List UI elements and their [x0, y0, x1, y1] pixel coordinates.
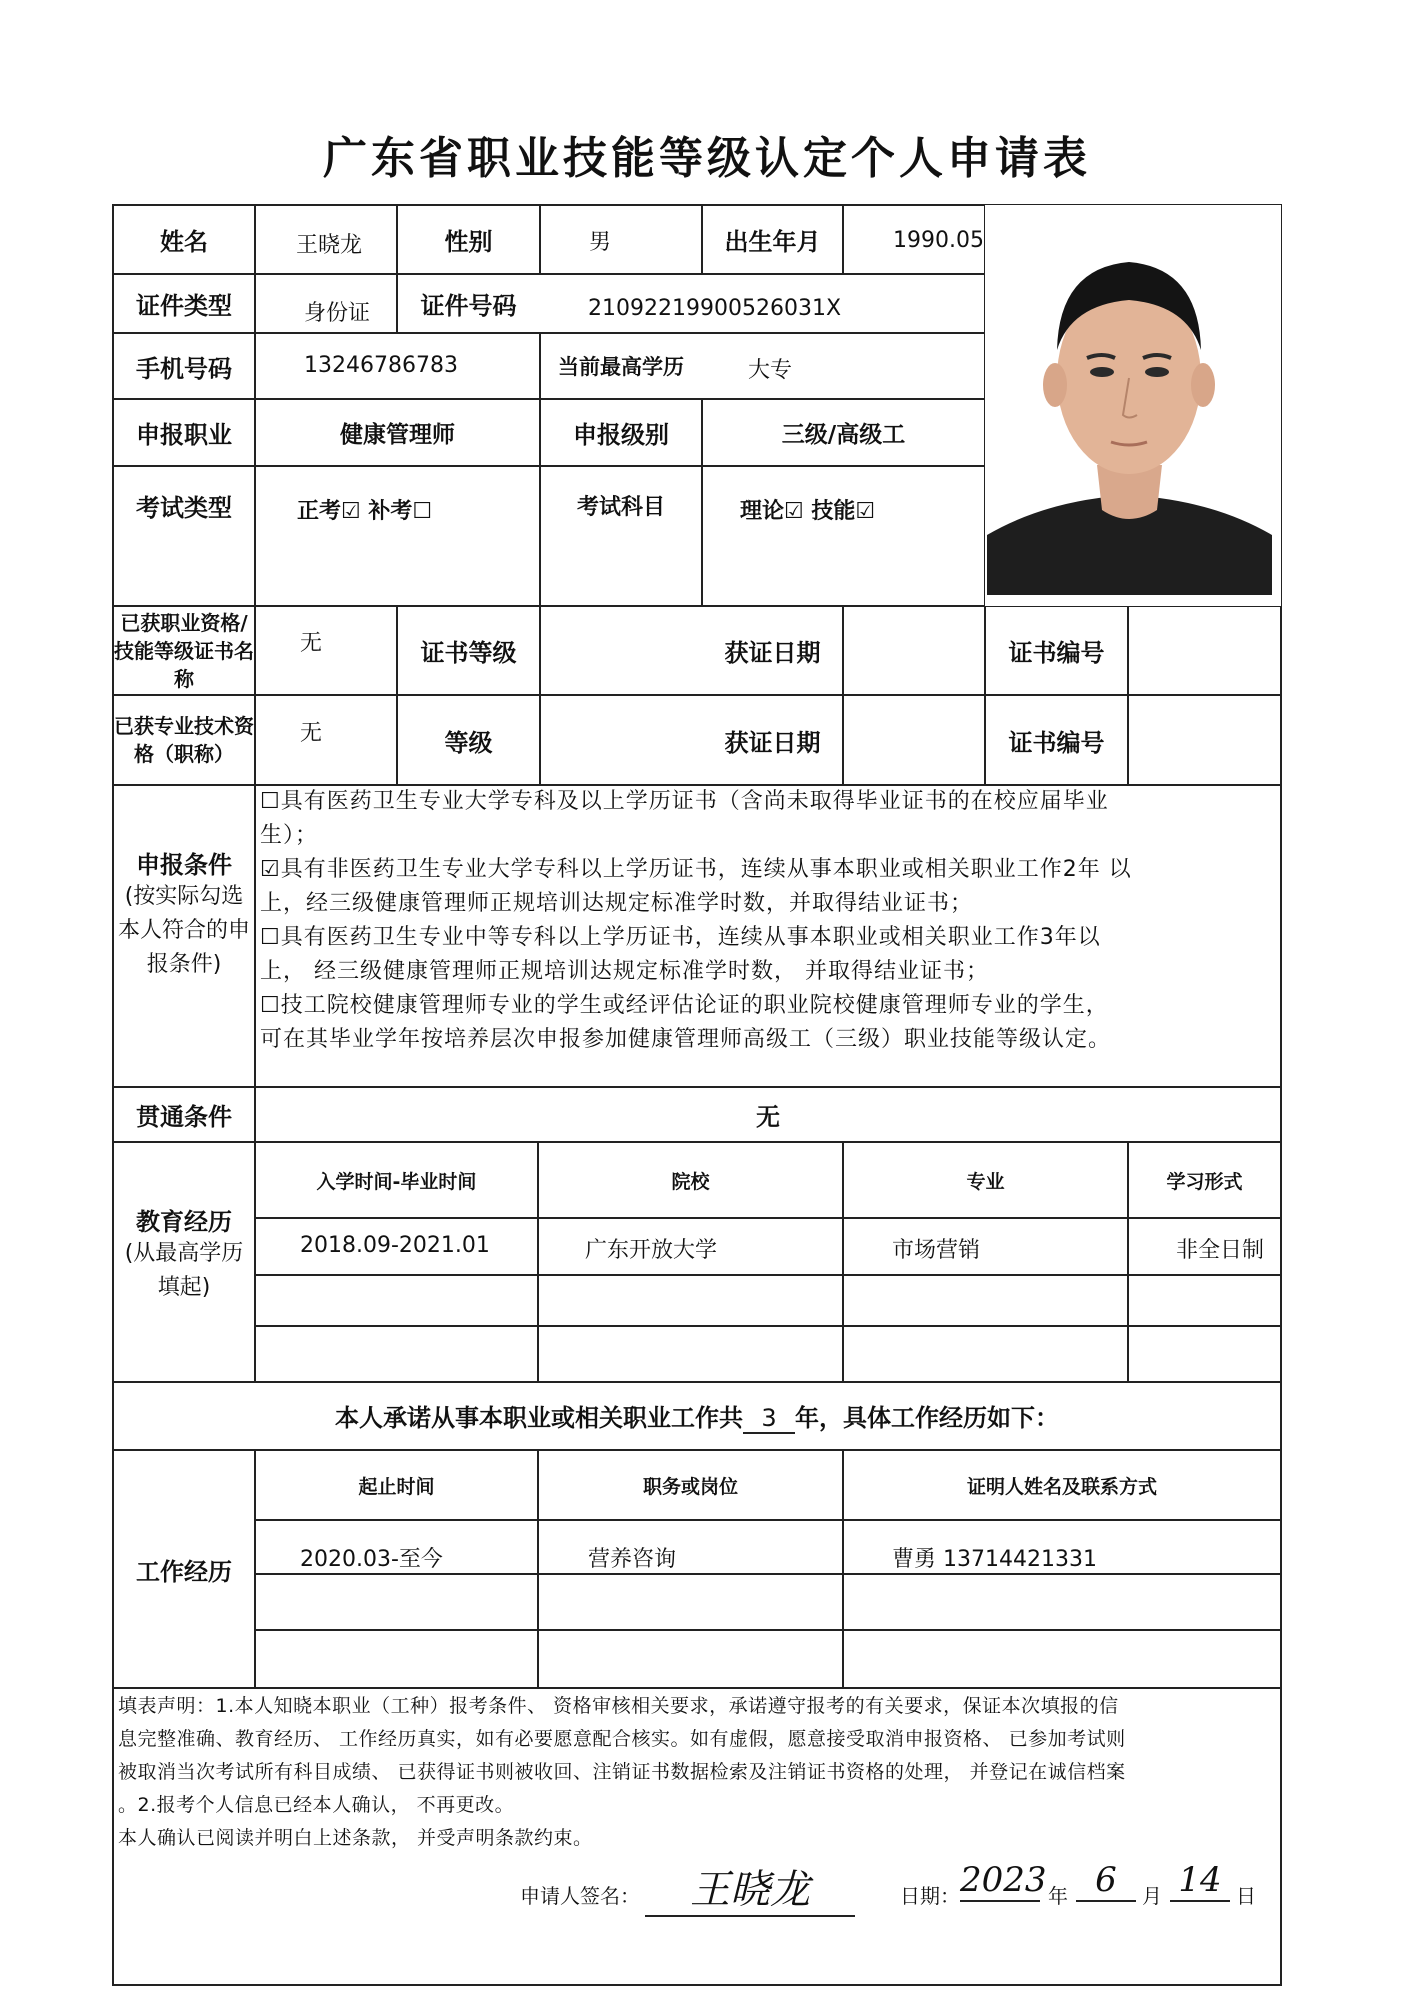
applicant-photo [987, 210, 1272, 600]
title-cert-value: 无 [300, 721, 323, 746]
work-row-reference: 曹勇 13714421331 [892, 1547, 1097, 1572]
edu-row-school: 广东开放大学 [585, 1238, 718, 1263]
sign-day: 14 [1170, 1860, 1230, 1902]
title-number-label: 证书编号 [1008, 728, 1105, 757]
sign-label: 申请人签名： [520, 1884, 640, 1908]
edu-row-mode: 非全日制 [1176, 1238, 1265, 1263]
exam-subject-value: 理论☑ 技能☑ [740, 499, 876, 524]
conditions-label-main: 申报条件 [136, 851, 232, 879]
conditions-label [118, 845, 250, 982]
declaration-line: 被取消当次考试所有科目成绩、 已获得证书则被收回、注销证书数据检索及注销证书资格的处理， 并登记在诚信档案 [118, 1761, 1126, 1783]
cert-number-label: 证书编号 [1008, 639, 1105, 667]
through-label: 贯通条件 [136, 1103, 232, 1131]
conditions-label-sub: (按实际勾选本人符合的申报条件) [118, 884, 251, 977]
work-promise-suffix: 年，具体工作经历如下： [795, 1404, 1059, 1432]
edu-header-period: 入学时间-毕业时间 [316, 1170, 477, 1193]
qualification-cert-value: 无 [300, 631, 323, 656]
gender-label: 性别 [444, 228, 493, 256]
condition-line: ☐具有医药卫生专业大学专科及以上学历证书（含尚未取得毕业证书的在校应届毕业 [260, 789, 1109, 814]
education-label-sub: (从最高学历填起) [124, 1241, 244, 1300]
condition-line: ☐具有医药卫生专业中等专科以上学历证书，连续从事本职业或相关职业工作3年以 [260, 925, 1101, 950]
birth-label: 出生年月 [724, 228, 821, 256]
phone-label: 手机号码 [136, 354, 232, 383]
signature-row [520, 1860, 1260, 1918]
sign-month: 6 [1076, 1860, 1136, 1902]
education-label [118, 1202, 250, 1305]
phone-value: 13246786783 [304, 353, 458, 378]
date-label: 日期： [900, 1884, 960, 1908]
declaration-line: 本人确认已阅读并明白上述条款， 并受声明条款约束。 [118, 1827, 593, 1849]
declaration-line: 息完整准确、教育经历、 工作经历真实，如有必要愿意配合核实。如有虚假，愿意接受取消申报资格、 已参加考试则 [118, 1728, 1126, 1750]
form-title: 广东省职业技能等级认定个人申请表 [323, 133, 1091, 184]
work-label: 工作经历 [136, 1557, 232, 1586]
work-promise-prefix: 本人承诺从事本职业或相关职业工作共 [335, 1404, 743, 1432]
exam-type-label: 考试类型 [136, 494, 232, 522]
name-label: 姓名 [160, 228, 208, 256]
condition-line: ☑具有非医药卫生专业大学专科以上学历证书，连续从事本职业或相关职业工作2年 以 [260, 857, 1132, 882]
name-value: 王晓龙 [296, 233, 363, 258]
work-header-period: 起止时间 [358, 1475, 435, 1498]
work-promise [113, 1398, 1281, 1434]
cert-date-label: 获证日期 [724, 639, 821, 667]
condition-line: 上， 经三级健康管理师正规培训达规定标准学时数， 并取得结业证书； [260, 959, 989, 984]
work-row-position: 营养咨询 [588, 1547, 677, 1572]
title-grade-label: 等级 [444, 728, 493, 757]
gender-value: 男 [589, 230, 612, 255]
level-value: 三级/高级工 [781, 422, 906, 448]
cert-grade-label: 证书等级 [420, 639, 517, 667]
qualification-cert-label: 已获职业资格/技能等级证书名称 [114, 610, 254, 691]
birth-value: 1990.05 [893, 228, 984, 253]
work-row-period: 2020.03-至今 [300, 1547, 443, 1572]
edu-header-school: 院校 [671, 1170, 710, 1193]
photo-cell [985, 205, 1281, 606]
declaration [118, 1690, 1278, 1855]
title-cert-label: 已获专业技术资格（职称） [114, 714, 254, 766]
declaration-line: 填表声明：1.本人知晓本职业（工种）报考条件、 资格审核相关要求，承诺遵守报考的有关要求，保证本次填报的信 [118, 1695, 1119, 1717]
id-number-label: 证件号码 [420, 292, 517, 320]
education-level-label: 当前最高学历 [558, 355, 684, 379]
edu-row-period: 2018.09-2021.01 [300, 1233, 490, 1258]
education-level-value: 大专 [748, 358, 793, 383]
signature: 王晓龙 [645, 1858, 855, 1917]
edu-header-mode: 学习形式 [1166, 1170, 1243, 1193]
id-number-value: 2109221990052603​1X [588, 296, 842, 321]
title-date-label: 获证日期 [724, 728, 821, 757]
condition-line: 上，经三级健康管理师正规培训达规定标准学时数，并取得结业证书； [260, 891, 974, 916]
work-header-reference: 证明人姓名及联系方式 [966, 1475, 1157, 1498]
edu-row-major: 市场营销 [892, 1238, 981, 1263]
declaration-line: 。2.报考个人信息已经本人确认， 不再更改。 [118, 1794, 515, 1816]
id-type-value: 身份证 [304, 301, 371, 326]
exam-subject-label: 考试科目 [576, 495, 665, 520]
through-value: 无 [756, 1103, 780, 1131]
condition-line: 生）； [260, 823, 319, 848]
level-label: 申报级别 [573, 421, 669, 449]
conditions-list [260, 785, 1278, 1057]
condition-line: ☐技工院校健康管理师专业的学生或经评估论证的职业院校健康管理师专业的学生， [260, 993, 1109, 1018]
job-value: 健康管理师 [340, 422, 455, 448]
month-unit: 月 [1142, 1884, 1162, 1908]
year-unit: 年 [1048, 1884, 1068, 1908]
condition-line: 可在其毕业学年按培养层次申报参加健康管理师高级工（三级）职业技能等级认定。 [260, 1027, 1112, 1052]
id-type-label: 证件类型 [136, 292, 232, 320]
exam-type-value: 正考☑ 补考☐ [297, 499, 433, 524]
work-header-position: 职务或岗位 [642, 1475, 738, 1498]
sign-year: 2023 [960, 1860, 1047, 1900]
day-unit: 日 [1236, 1884, 1256, 1908]
education-label-main: 教育经历 [136, 1208, 232, 1236]
edu-header-major: 专业 [966, 1170, 1005, 1193]
job-label: 申报职业 [136, 421, 232, 449]
work-years: 3 [743, 1404, 795, 1434]
